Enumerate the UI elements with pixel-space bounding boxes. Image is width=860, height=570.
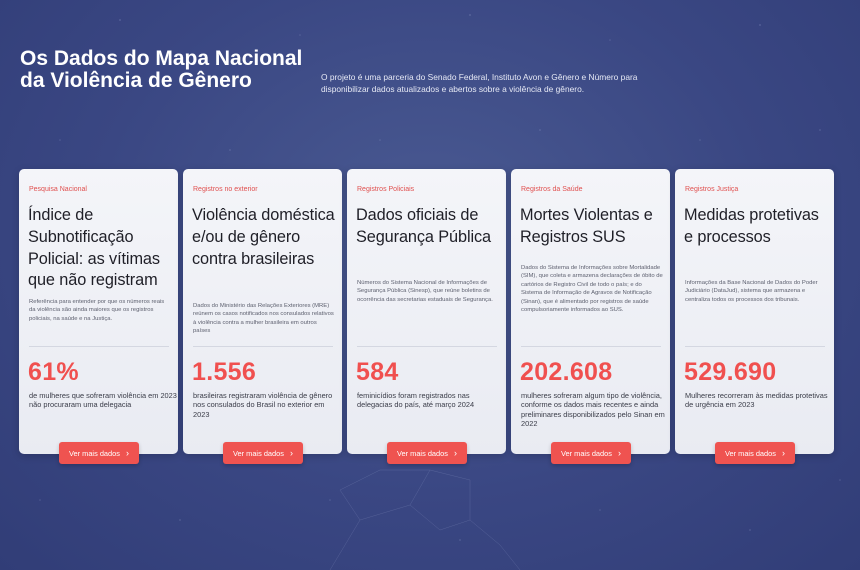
card-divider [29,346,169,347]
card-category: Registros Policiais [357,186,415,193]
chevron-right-icon: › [125,447,129,458]
card-stat-text: Mulheres recorreram às medidas protetivas de urgência em 2023 [685,391,828,410]
card-stat-text: feminicídios foram registrados nas delegacias do país, até março 2024 [357,391,475,410]
card-stat-text: de mulheres que sofreram violência em 2023 não procuraram uma delegacia [29,391,177,410]
page-description: O projeto é uma parceria do Senado Federal, Instituto Avon e Gênero e Número para disponibilizar dados atualizados e abertos sobre a violência de gênero. [321,72,638,94]
card-divider [357,346,497,347]
card-category: Pesquisa Nacional [29,186,87,193]
card-stat: 61% [28,358,79,386]
card-category: Registros Justiça [685,186,739,193]
button-label: Ver mais dados [69,448,120,458]
ver-mais-dados-button[interactable] [715,442,795,464]
card-stat-text: brasileiras registraram violência de gênero nos consulados do Brasil no exterior em 2023 [193,391,333,419]
card-description: Referência para entender por que os números reais da violência são ainda maiores que os registros policiais, na saúde e na Justiça. [29,299,165,322]
card-description: Números do Sistema Nacional de Informações de Segurança Pública (Sinesp), que reúne boletins de ocorrência das secretarias estaduais de Segurança. [357,280,493,303]
card-registros-saude [511,169,670,458]
button-label: Ver mais dados [233,448,284,458]
card-description: Dados do Ministério das Relações Exteriores (MRE) reúnem os casos notificados nos consulados relativos à violência contra a mulher brasileira em outros países [193,303,334,335]
card-stat: 584 [356,358,399,386]
card-title: Mortes Violentas e Registros SUS [520,206,653,246]
button-label: Ver mais dados [561,448,612,458]
card-stat: 1.556 [192,358,257,386]
ver-mais-dados-button[interactable] [223,442,303,464]
card-divider [521,346,661,347]
card-description: Dados do Sistema de Informações sobre Mortalidade (SIM), que coleta e armazena declarações de óbito de cartórios de Registro Civil de todo o país; e do Sistema de Informação de Agravos de Notificação (Sinan), que é alimentado por registros de saúde compulsoriamente informados ao SUS. [521,265,663,314]
card-title: Medidas protetivas e processos [684,206,819,246]
card-registros-policiais [347,169,506,458]
card-title: Índice de Subnotificação Policial: as vítimas que não registram [28,206,160,290]
card-category: Registros no exterior [193,186,258,193]
card-divider [685,346,825,347]
chevron-right-icon: › [781,447,785,458]
button-label: Ver mais dados [725,448,776,458]
card-stat: 202.608 [520,358,613,386]
ver-mais-dados-button[interactable] [387,442,467,464]
button-label: Ver mais dados [397,448,448,458]
ver-mais-dados-button[interactable] [59,442,139,464]
chevron-right-icon: › [453,447,457,458]
card-pesquisa-nacional [19,169,178,458]
ver-mais-dados-button[interactable] [551,442,631,464]
card-registros-justica [675,169,834,458]
card-category: Registros da Saúde [521,186,583,193]
card-description: Informações da Base Nacional de Dados do Poder Judiciário (DataJud), sistema que armazena e centraliza todos os processos dos tribunais. [685,280,818,303]
card-stat-text: mulheres sofreram algum tipo de violência, conforme os dados mais recentes e ainda preliminares disponibilizados pelo Sinan em 2022 [521,391,665,429]
page-title: Os Dados do Mapa Nacional da Violência de Gênero [20,47,303,92]
card-registros-exterior [183,169,342,458]
card-title: Violência doméstica e/ou de gênero contra brasileiras [192,206,335,268]
chevron-right-icon: › [289,447,293,458]
chevron-right-icon: › [617,447,621,458]
card-title: Dados oficiais de Segurança Pública [356,206,491,246]
card-divider [193,346,333,347]
card-stat: 529.690 [684,358,777,386]
